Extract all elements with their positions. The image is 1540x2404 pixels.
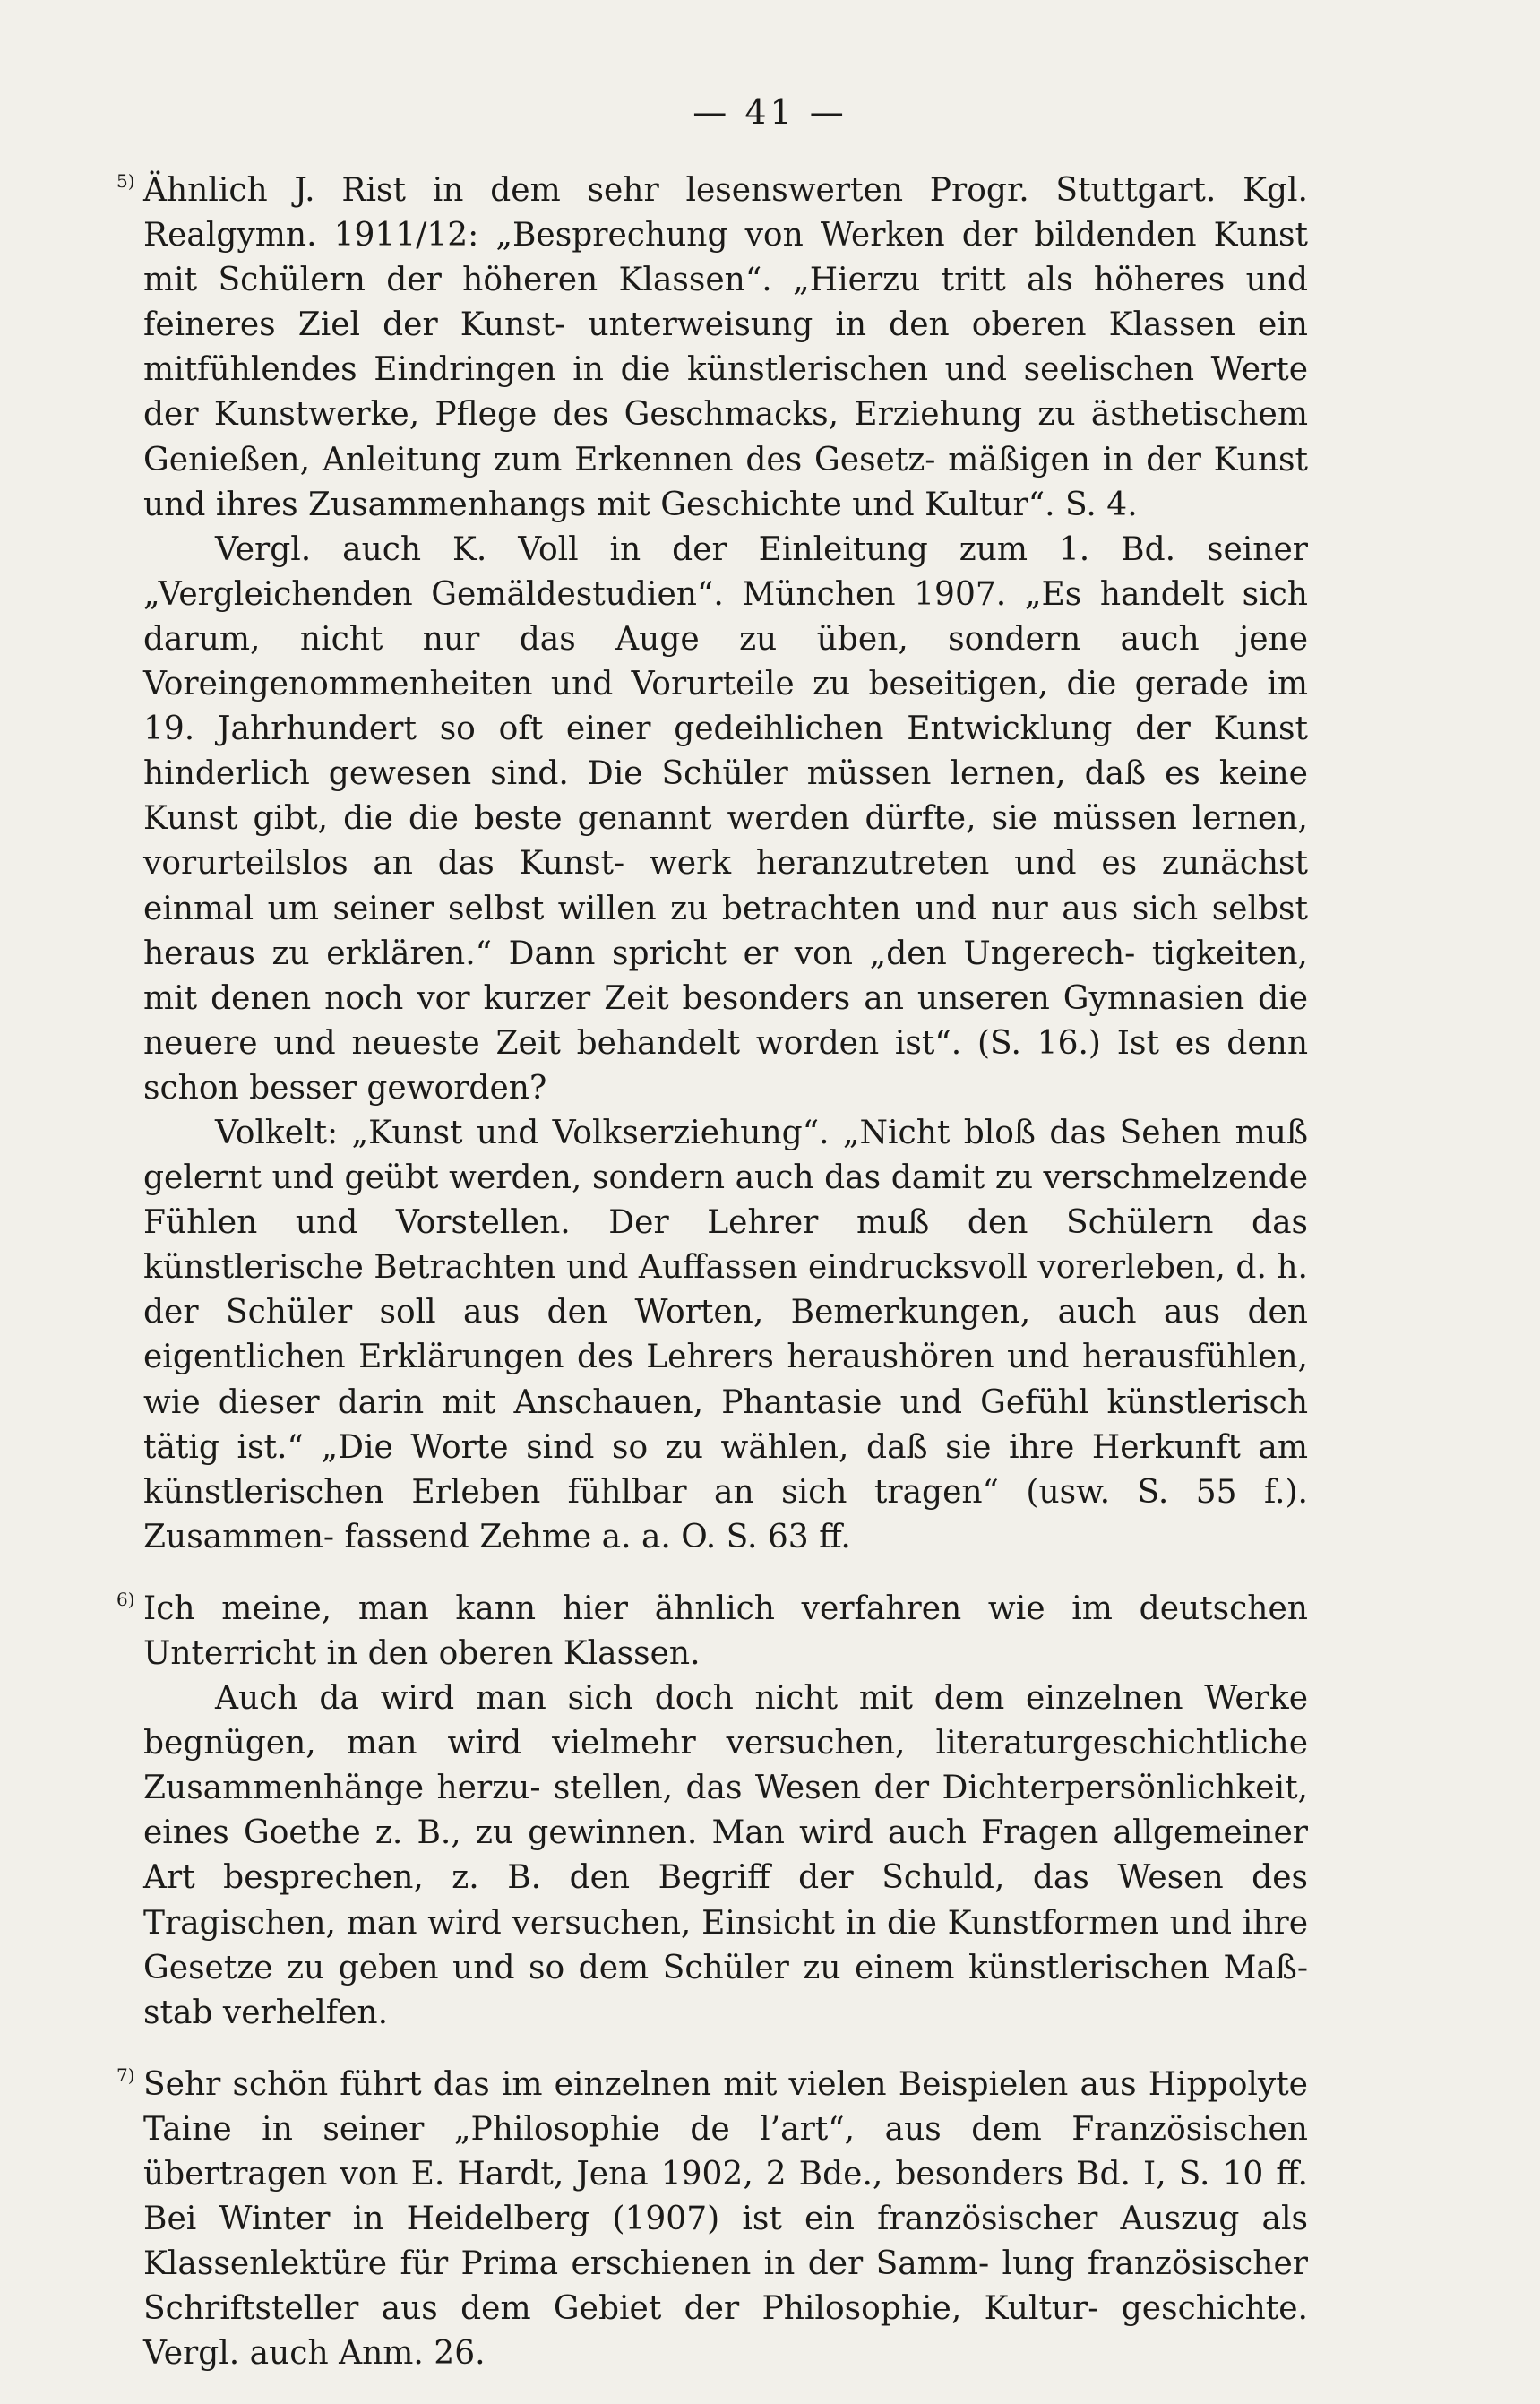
footnote-7 bbox=[116, 2063, 1308, 2377]
footnote-paragraph: Sehr schön führt das im einzelnen mit vielen Beispielen aus Hippolyte Taine in seiner „Philosophie de l’art“, aus dem Französischen übertragen von E. Hardt, Jena 1902, 2 Bde., besonders Bd. I, S. 10 ff. Bei Winter in Heidelberg (1907) ist ein französischer Auszug als Klassenlektüre für Prima erschienen in der Samm- lung französischer Schriftsteller aus dem Gebiet der Philosophie, Kultur- geschichte. Vergl. auch Anm. 26. bbox=[143, 2065, 1308, 2373]
footnotes bbox=[116, 168, 1308, 2404]
footnote-paragraph: Ähnlich J. Rist in dem sehr lesenswerten Progr. Stuttgart. Kgl. Realgymn. 1911/12: „Besprechung von Werken der bildenden Kunst mit Schülern der höheren Klassen“. „Hierzu tritt als höheres und feineres Ziel der Kunst- unterweisung in den oberen Klassen ein mitfühlendes Eindringen in die künstlerischen und seelischen Werte der Kunstwerke, Pflege des Geschmacks, Erziehung zu ästhetischem Genießen, Anleitung zum Erkennen des Gesetz- mäßigen in der Kunst und ihres Zusammenhangs mit Geschichte und Kultur“. S. 4. bbox=[143, 172, 1308, 523]
footnote-marker: 5) bbox=[116, 170, 135, 192]
footnote-6 bbox=[116, 1587, 1308, 2036]
footnote-paragraph: Volkelt: „Kunst und Volkserziehung“. „Nicht bloß das Sehen muß gelernt und geübt werden, sondern auch das damit zu verschmelzende Fühlen und Vorstellen. Der Lehrer muß den Schülern das künstlerische Betrachten und Auffassen eindrucksvoll vorerleben, d. h. der Schüler soll aus den Worten, Bemerkungen, auch aus den eigentlichen Erklärungen des Lehrers heraushören und herausfühlen, wie dieser darin mit Anschauen, Phantasie und Gefühl künstlerisch tätig ist.“ „Die Worte sind so zu wählen, daß sie ihre Herkunft am künstlerischen Erleben fühlbar an sich tragen“ (usw. S. 55 f.). Zusammen- fassend Zehme a. a. O. S. 63 ff. bbox=[143, 1114, 1308, 1555]
footnote-5 bbox=[116, 168, 1308, 1560]
footnote-marker: 6) bbox=[116, 1588, 135, 1610]
footnote-marker: 7) bbox=[116, 2064, 135, 2086]
footnote-paragraph: Ich meine, man kann hier ähnlich verfahren wie im deutschen Unterricht in den oberen Klassen. bbox=[143, 1590, 1308, 1672]
footnote-paragraph: Auch da wird man sich doch nicht mit dem einzelnen Werke begnügen, man wird vielmehr versuchen, literaturgeschichtliche Zusammenhänge herzu- stellen, das Wesen der Dichterpersönlichkeit, eines Goethe z. B., zu gewinnen. Man wird auch Fragen allgemeiner Art besprechen, z. B. den Begriff der Schuld, das Wesen des Tragischen, man wird versuchen, Einsicht in die Kunstformen und ihre Gesetze zu geben und so dem Schüler zu einem künstlerischen Maß- stab verhelfen. bbox=[143, 1680, 1308, 2031]
footnote-paragraph: Vergl. auch K. Voll in der Einleitung zum 1. Bd. seiner „Vergleichenden Gemäldestudien“. München 1907. „Es handelt sich darum, nicht nur das Auge zu üben, sondern auch jene Voreingenommenheiten und Vorurteile zu beseitigen, die gerade im 19. Jahrhundert so oft einer gedeihlichen Entwicklung der Kunst hinderlich gewesen sind. Die Schüler müssen lernen, daß es keine Kunst gibt, die die beste genannt werden dürfte, sie müssen lernen, vorurteilslos an das Kunst- werk heranzutreten und es zunächst einmal um seiner selbst willen zu betrachten und nur aus sich selbst heraus zu erklären.“ Dann spricht er von „den Ungerech- tigkeiten, mit denen noch vor kurzer Zeit besonders an unseren Gymnasien die neuere und neueste Zeit behandelt worden ist“. (S. 16.) Ist es denn schon besser geworden? bbox=[143, 530, 1308, 1107]
page-number: — 41 — bbox=[693, 92, 847, 132]
